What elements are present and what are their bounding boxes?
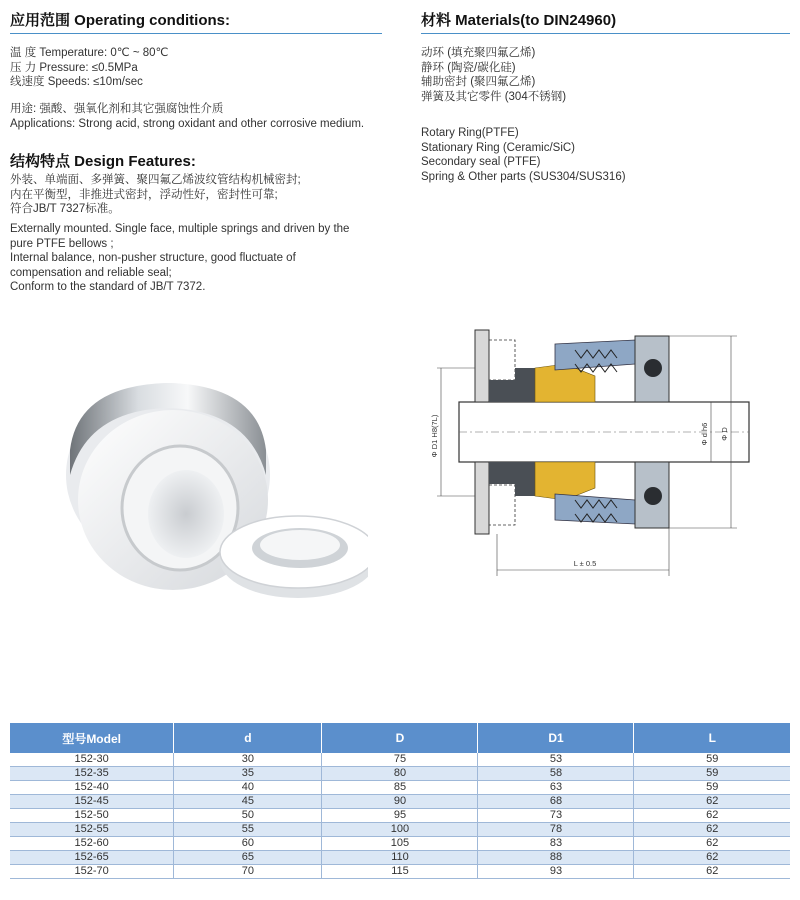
table-cell: 88 <box>478 851 634 865</box>
table-cell: 30 <box>174 753 322 767</box>
table-row <box>10 809 790 823</box>
design-features-en <box>10 222 349 295</box>
header-d1: D1 <box>478 723 634 753</box>
material-cn-line: 动环 (填充聚四氟乙烯) <box>421 47 536 59</box>
table-row <box>10 851 790 865</box>
table-cell: 152-30 <box>10 753 174 767</box>
table-cell: 80 <box>322 767 478 781</box>
dimension-label-big-d: Φ D <box>720 427 729 441</box>
table-row <box>10 753 790 767</box>
header-l: L <box>634 723 790 753</box>
table-cell: 85 <box>322 781 478 795</box>
table-row <box>10 823 790 837</box>
table-cell: 62 <box>634 795 790 809</box>
table-cell: 90 <box>322 795 478 809</box>
design-features-cn <box>10 173 301 217</box>
table-row <box>10 795 790 809</box>
spec-table <box>10 723 790 879</box>
design-en-line: pure PTFE bellows ; <box>10 237 114 250</box>
design-cn-line: 内在平衡型，非推进式密封，浮动性好，密封性可靠; <box>10 188 278 201</box>
table-cell: 78 <box>478 823 634 837</box>
section-rule <box>421 33 790 34</box>
table-cell: 152-60 <box>10 837 174 851</box>
table-cell: 105 <box>322 837 478 851</box>
material-cn-line: 静环 (陶瓷/碳化硅) <box>421 61 516 74</box>
table-cell: 62 <box>634 809 790 823</box>
table-cell: 55 <box>174 823 322 837</box>
operating-conditions-title: 应用范围 Operating conditions: <box>10 12 230 29</box>
header-big-d: D <box>322 723 478 753</box>
header-d: d <box>174 723 322 753</box>
dimension-label-l: L ± 0.5 <box>573 559 597 568</box>
table-cell: 62 <box>634 837 790 851</box>
design-cn-line: 外装、单端面、多弹簧、聚四氟乙烯波纹管结构机械密封; <box>10 174 301 186</box>
table-cell: 152-65 <box>10 851 174 865</box>
material-en-line: Stationary Ring (Ceramic/SiC) <box>421 141 576 154</box>
table-cell: 53 <box>478 753 634 767</box>
table-cell: 59 <box>634 781 790 795</box>
material-cn-line: 弹簧及其它零件 (304不锈钢) <box>421 90 567 103</box>
design-cn-line: 符合JB/T 7327标准。 <box>10 203 120 215</box>
table-cell: 83 <box>478 837 634 851</box>
table-cell: 65 <box>174 851 322 865</box>
operating-conditions-list <box>10 46 168 90</box>
table-cell: 93 <box>478 865 634 879</box>
table-cell: 60 <box>174 837 322 851</box>
table-cell: 152-45 <box>10 795 174 809</box>
table-cell: 95 <box>322 809 478 823</box>
table-cell: 152-40 <box>10 781 174 795</box>
table-cell: 152-35 <box>10 767 174 781</box>
materials-cn-list <box>421 46 566 104</box>
material-en-line: Secondary seal (PTFE) <box>421 156 541 168</box>
table-header-row <box>10 723 790 753</box>
table-cell: 58 <box>478 767 634 781</box>
header-model: 型号Model <box>10 723 174 753</box>
material-cn-line: 辅助密封 (聚四氟乙烯) <box>421 76 536 88</box>
temperature-line: 温 度 Temperature: 0℃ ~ 80℃ <box>10 47 169 59</box>
table-cell: 152-50 <box>10 809 174 823</box>
table-cell: 75 <box>322 753 478 767</box>
table-cell: 62 <box>634 823 790 837</box>
table-cell: 40 <box>174 781 322 795</box>
table-cell: 62 <box>634 851 790 865</box>
dimension-label-d1: Φ D1 H8(7L) <box>430 414 439 458</box>
design-en-line: Externally mounted. Single face, multiple springs and driven by the <box>10 223 350 235</box>
table-cell: 68 <box>478 795 634 809</box>
table-cell: 73 <box>478 809 634 823</box>
design-en-line: Internal balance, non-pusher structure, good fluctuate of <box>10 252 296 264</box>
design-en-line: compensation and reliable seal; <box>10 266 172 279</box>
table-row <box>10 837 790 851</box>
dimension-label-d: Φ d h6 <box>700 422 709 446</box>
table-cell: 50 <box>174 809 322 823</box>
materials-title: 材料 Materials(to DIN24960) <box>421 12 617 29</box>
materials-en-list <box>421 126 626 184</box>
speed-line: 线速度 Speeds: ≤10m/sec <box>10 76 143 88</box>
table-cell: 45 <box>174 795 322 809</box>
table-cell: 115 <box>322 865 478 879</box>
table-cell: 62 <box>634 865 790 879</box>
table-cell: 63 <box>478 781 634 795</box>
table-row <box>10 767 790 781</box>
section-rule <box>10 33 382 34</box>
table-cell: 152-55 <box>10 823 174 837</box>
product-photo <box>48 380 368 610</box>
table-row <box>10 865 790 879</box>
usage-cn: 用途: 强酸、强氧化剂和其它强腐蚀性介质 <box>10 103 224 115</box>
seal-cross-section-drawing <box>425 320 765 580</box>
table-cell: 110 <box>322 851 478 865</box>
material-en-line: Rotary Ring(PTFE) <box>421 127 519 139</box>
table-cell: 59 <box>634 753 790 767</box>
applications-block <box>10 102 364 131</box>
design-features-title: 结构特点 Design Features: <box>10 153 196 170</box>
pressure-line: 压 力 Pressure: ≤0.5MPa <box>10 61 138 74</box>
table-cell: 35 <box>174 767 322 781</box>
table-cell: 152-70 <box>10 865 174 879</box>
table-cell: 100 <box>322 823 478 837</box>
usage-en: Applications: Strong acid, strong oxidant and other corrosive medium. <box>10 117 365 130</box>
table-cell: 70 <box>174 865 322 879</box>
design-en-line: Conform to the standard of JB/T 7372. <box>10 281 206 293</box>
table-row <box>10 781 790 795</box>
material-en-line: Spring & Other parts (SUS304/SUS316) <box>421 170 626 183</box>
table-cell: 59 <box>634 767 790 781</box>
